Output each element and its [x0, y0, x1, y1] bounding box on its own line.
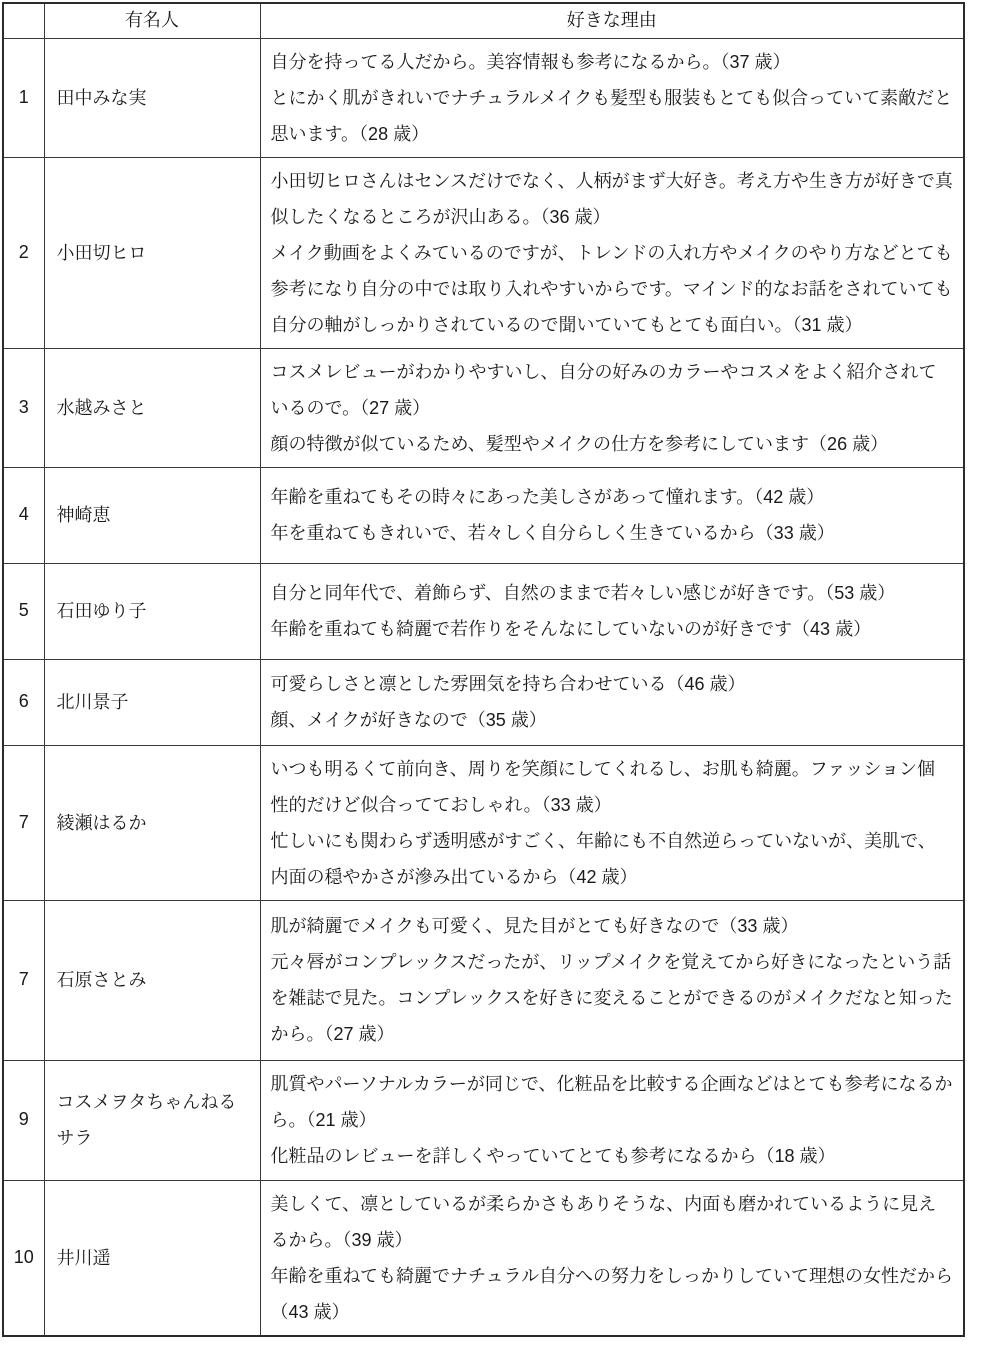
- reason-paragraph: 可愛らしさと凛とした雰囲気を持ち合わせている（46 歳）: [270, 674, 746, 694]
- table-header: [3, 3, 964, 38]
- celebrity-cell: 井川遥: [44, 1180, 260, 1336]
- table-row: [3, 38, 964, 157]
- celebrity-cell: 田中みな実: [44, 38, 260, 157]
- reason-paragraph: 忙しいにも関わらず透明感がすごく、年齢にも不自然逆らっていないが、美肌で、内面の穏やかさが滲み出ているから（42 歳）: [270, 830, 936, 887]
- reason-paragraph: 美しくて、凛としているが柔らかさもありそうな、内面も磨かれているように見えるから。（39 歳）: [270, 1193, 937, 1250]
- reason-cell: [260, 467, 964, 563]
- celebrity-cell: 神崎恵: [44, 467, 260, 563]
- reason-paragraph: いつも明るくて前向き、周りを笑顔にしてくれるし、お肌も綺麗。ファッション個性的だけど似合ってておしゃれ。（33 歳）: [270, 758, 936, 815]
- rank-cell: 1: [3, 38, 44, 157]
- header-cell-celebrity: 有名人: [44, 3, 260, 38]
- table-row: [3, 157, 964, 348]
- reason-paragraph: 元々唇がコンプレックスだったが、リップメイクを覚えてから好きになったという話を雑誌で見た。コンプレックスを好きに変えることができるのがメイクだなと知ったから。（27 歳）: [270, 952, 953, 1044]
- table-row: [3, 900, 964, 1060]
- reason-paragraph: 化粧品のレビューを詳しくやっていてとても参考になるから（18 歳）: [270, 1146, 836, 1166]
- celebrity-cell: 水越みさと: [44, 348, 260, 467]
- celebrity-ranking-table: [2, 2, 965, 1337]
- celebrity-cell: コスメヲタちゃんねるサラ: [44, 1060, 260, 1180]
- reason-paragraph: 肌質やパーソナルカラーが同じで、化粧品を比較する企画などはとても参考になるから。（21 歳）: [270, 1074, 953, 1130]
- reason-cell: [260, 900, 964, 1060]
- rank-cell: 5: [3, 563, 44, 659]
- rank-cell: 6: [3, 659, 44, 745]
- reason-paragraph: 自分を持ってる人だから。美容情報も参考になるから。（37 歳）: [270, 51, 791, 72]
- table-body: [3, 38, 964, 1336]
- reason-paragraph: 小田切ヒロさんはセンスだけでなく、人柄がまず大好き。考え方や生き方が好きで真似したくなるところが沢山ある。（36 歳）: [270, 170, 953, 227]
- reason-cell: [260, 157, 964, 348]
- reason-paragraph: 肌が綺麗でメイクも可愛く、見た目がとても好きなので（33 歳）: [270, 916, 799, 936]
- reason-cell: [260, 1180, 964, 1336]
- celebrity-cell: 北川景子: [44, 659, 260, 745]
- rank-cell: 7: [3, 900, 44, 1060]
- rank-cell: 3: [3, 348, 44, 467]
- rank-cell: 10: [3, 1180, 44, 1336]
- reason-cell: [260, 38, 964, 157]
- table-row: [3, 1060, 964, 1180]
- reason-paragraph: 年齢を重ねても綺麗で若作りをそんなにしていないのが好きです（43 歳）: [270, 619, 872, 639]
- reason-paragraph: 年を重ねてもきれいで、若々しく自分らしく生きているから（33 歳）: [270, 523, 835, 543]
- table-row: [3, 467, 964, 563]
- reason-cell: [260, 745, 964, 900]
- rank-cell: 9: [3, 1060, 44, 1180]
- reason-cell: [260, 563, 964, 659]
- rank-cell: 7: [3, 745, 44, 900]
- table-row: [3, 1180, 964, 1336]
- reason-paragraph: 自分と同年代で、着飾らず、自然のままで若々しい感じが好きです。（53 歳）: [270, 583, 896, 603]
- reason-paragraph: 顔の特徴が似ているため、髪型やメイクの仕方を参考にしています（26 歳）: [270, 433, 889, 454]
- header-cell-reason: 好きな理由: [260, 3, 964, 38]
- reason-cell: [260, 348, 964, 467]
- table-row: [3, 563, 964, 659]
- reason-paragraph: 年齢を重ねてもその時々にあった美しさがあって憧れます。（42 歳）: [270, 487, 825, 507]
- table-row: [3, 348, 964, 467]
- celebrity-cell: 小田切ヒロ: [44, 157, 260, 348]
- reason-paragraph: とにかく肌がきれいでナチュラルメイクも髪型も服装もとても似合っていて素敵だと思います。（28 歳）: [270, 87, 953, 144]
- rank-cell: 4: [3, 467, 44, 563]
- table-row: [3, 745, 964, 900]
- celebrity-cell: 石原さとみ: [44, 900, 260, 1060]
- celebrity-cell: 綾瀬はるか: [44, 745, 260, 900]
- reason-paragraph: 年齢を重ねても綺麗でナチュラル自分への努力をしっかりしていて理想の女性だから（43 歳）: [270, 1265, 953, 1322]
- reason-paragraph: 顔、メイクが好きなので（35 歳）: [270, 710, 547, 730]
- table-row: [3, 659, 964, 745]
- header-cell-rank: [3, 3, 44, 38]
- reason-paragraph: メイク動画をよくみているのですが、トレンドの入れ方やメイクのやり方などとても参考になり自分の中では取り入れやすいからです。マインド的なお話をされていても自分の軸がしっかりされているので聞いていてもとても面白い。（31 歳）: [270, 242, 953, 335]
- celebrity-cell: 石田ゆり子: [44, 563, 260, 659]
- reason-cell: [260, 1060, 964, 1180]
- header-row: [3, 3, 964, 38]
- reason-cell: [260, 659, 964, 745]
- reason-paragraph: コスメレビューがわかりやすいし、自分の好みのカラーやコスメをよく紹介されているので。（27 歳）: [270, 361, 937, 418]
- rank-cell: 2: [3, 157, 44, 348]
